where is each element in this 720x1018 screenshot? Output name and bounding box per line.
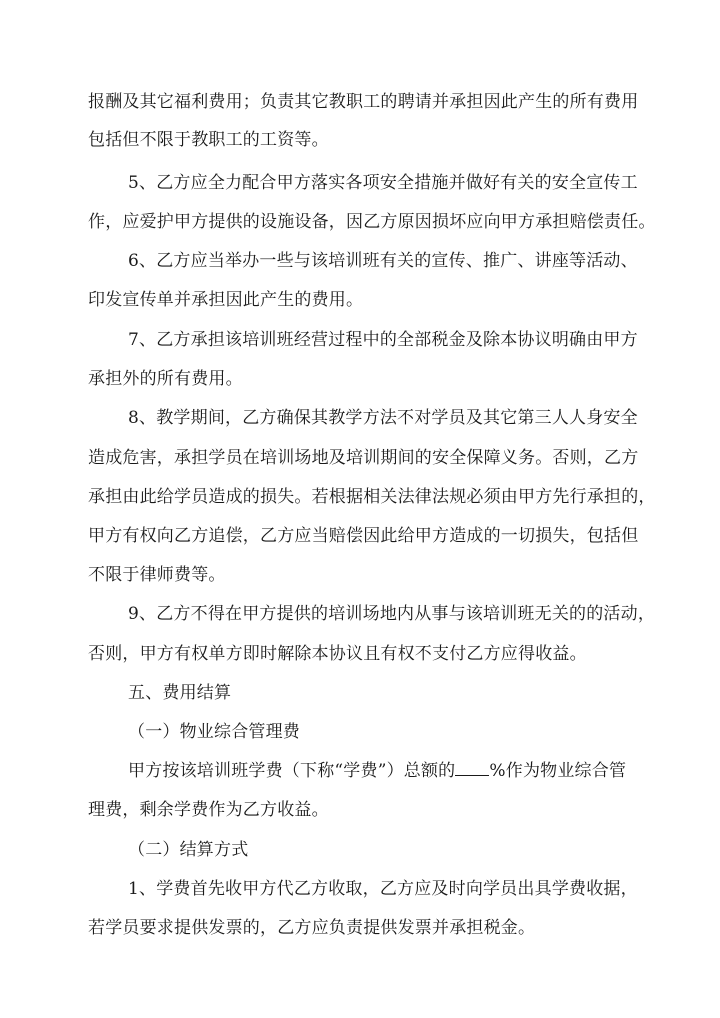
section-heading: 五、费用结算 (128, 683, 232, 703)
fee-rate-line (128, 759, 626, 783)
subsection-heading: （一）物业综合管理费 (128, 722, 300, 742)
text-line: 印发宣传单并承担因此产生的费用。 (88, 290, 364, 310)
text-line: 甲方有权向乙方追偿，乙方应当赔偿因此给甲方造成的一切损失，包括但 (88, 526, 639, 546)
text-line: 承担由此给学员造成的损失。若根据相关法律法规必须由甲方先行承担的， (88, 487, 656, 507)
fee-rate-blank[interactable] (455, 759, 489, 776)
text-line: 作，应爱护甲方提供的设施设备，因乙方原因损坏应向甲方承担赔偿责任。 (88, 212, 656, 232)
text-line: 承担外的所有费用。 (88, 369, 243, 389)
text-line: 不限于律师费等。 (88, 565, 226, 585)
clause-7-line: 7、乙方承担该培训班经营过程中的全部税金及除本协议明确由甲方 (128, 330, 638, 350)
fee-rate-text: 甲方按该培训班学费（下称“学费”）总额的 (128, 761, 456, 781)
text-line: 造成危害，承担学员在培训场地及培训期间的安全保障义务。否则，乙方 (88, 448, 639, 468)
text-line: 若学员要求提供发票的，乙方应负责提供发票并承担税金。 (88, 918, 536, 938)
clause-8-line: 8、教学期间，乙方确保其教学方法不对学员及其它第三人人身安全 (128, 408, 638, 428)
subsection-heading: （二）结算方式 (128, 840, 249, 860)
clause-6-line: 6、乙方应当举办一些与该培训班有关的宣传、推广、讲座等活动、 (128, 251, 638, 271)
text-line: 理费，剩余学费作为乙方收益。 (88, 800, 329, 820)
clause-9-line: 9、乙方不得在甲方提供的培训场地内从事与该培训班无关的的活动， (128, 604, 656, 624)
clause-5-line: 5、乙方应全力配合甲方落实各项安全措施并做好有关的安全宣传工 (128, 173, 638, 193)
text-line: 否则，甲方有权单方即时解除本协议且有权不支付乙方应得收益。 (88, 644, 587, 664)
fee-rate-text-end: %作为物业综合管 (489, 761, 627, 781)
text-line: 报酬及其它福利费用；负责其它教职工的聘请并承担因此产生的所有费用 (88, 92, 639, 112)
settlement-clause-1-line: 1、学费首先收甲方代乙方收取，乙方应及时向学员出具学费收据， (128, 879, 638, 899)
text-line: 包括但不限于教职工的工资等。 (88, 130, 329, 150)
